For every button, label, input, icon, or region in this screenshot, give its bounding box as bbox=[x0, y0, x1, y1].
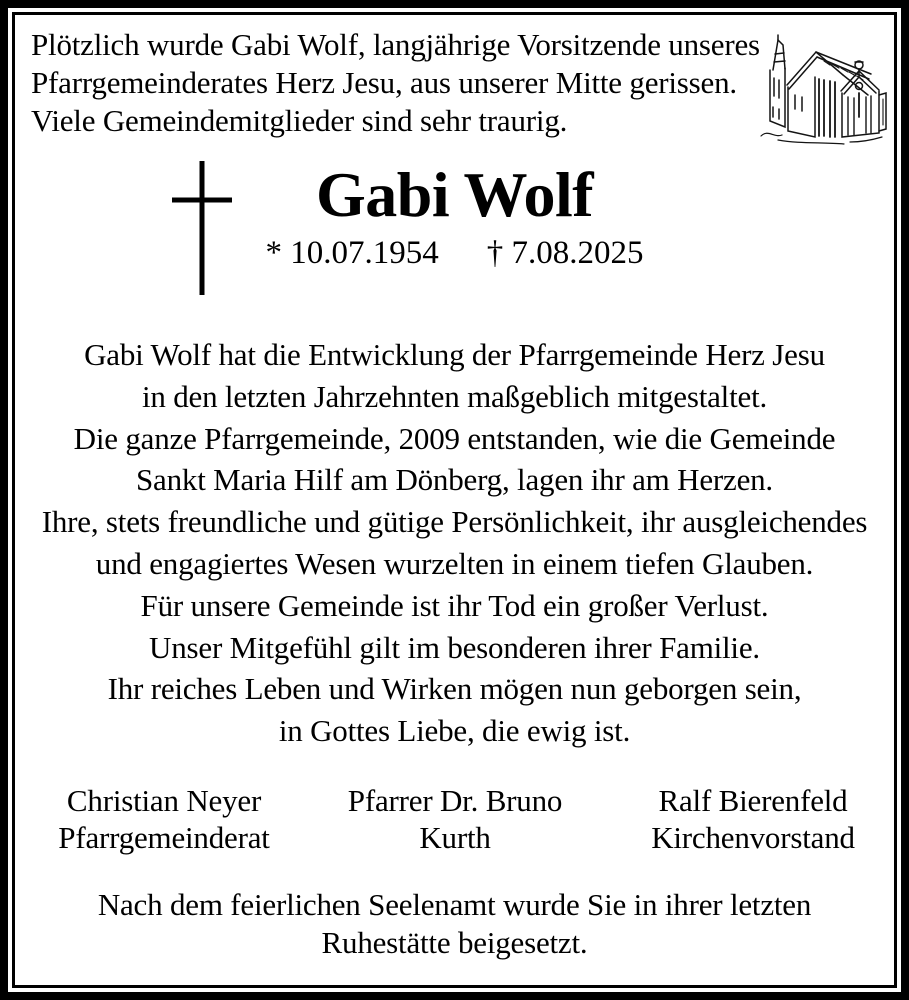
body-line: Sankt Maria Hilf am Dönberg, lagen ihr am Herzen. bbox=[136, 462, 773, 498]
intro-line: Pfarrgemeinderates Herz Jesu, aus unserer Mitte gerissen. bbox=[31, 65, 737, 100]
body-line: in Gottes Liebe, die ewig ist. bbox=[278, 713, 631, 749]
signature-block-right bbox=[613, 782, 893, 856]
body-line: Die ganze Pfarrgemeinde, 2009 entstanden, wie die Gemeinde bbox=[73, 420, 836, 456]
signature-role: Kirchenvorstand bbox=[651, 820, 855, 855]
body-line: Für unsere Gemeinde ist ihr Tod ein großer Verlust. bbox=[140, 587, 769, 623]
church-sketch-icon bbox=[758, 33, 888, 147]
closing-paragraph bbox=[15, 886, 894, 962]
body-line: Ihr reiches Leben und Wirken mögen nun geborgen sein, bbox=[107, 671, 802, 707]
signature-name: Pfarrer Dr. Bruno Kurth bbox=[347, 783, 563, 855]
signature-name: Ralf Bierenfeld bbox=[658, 783, 848, 818]
body-line: und engagiertes Wesen wurzelten in einem tiefen Glauben. bbox=[95, 545, 814, 581]
body-line: Ihre, stets freundliche und gütige Persönlichkeit, ihr ausgleichendes bbox=[41, 504, 868, 540]
body-line: Gabi Wolf hat die Entwicklung der Pfarrgemeinde Herz Jesu bbox=[84, 337, 825, 372]
body-line: Unser Mitgefühl gilt im besonderen ihrer Familie. bbox=[149, 629, 760, 665]
signature-block-center bbox=[310, 782, 600, 856]
birth-date: * 10.07.1954 bbox=[265, 235, 439, 271]
death-date: † 7.08.2025 bbox=[486, 235, 644, 271]
intro-paragraph bbox=[31, 26, 760, 140]
life-dates bbox=[15, 233, 894, 273]
intro-line: Plötzlich wurde Gabi Wolf, langjährige Vorsitzende unseres bbox=[31, 27, 760, 62]
closing-line: Ruhestätte beigesetzt. bbox=[321, 925, 588, 960]
body-line: in den letzten Jahrzehnten maßgeblich mitgestaltet. bbox=[141, 378, 768, 414]
intro-line: Viele Gemeindemitglieder sind sehr traurig. bbox=[31, 103, 568, 138]
signature-role: Pfarrgemeinderat bbox=[58, 820, 270, 855]
signature-block-left bbox=[25, 782, 303, 856]
signature-name: Christian Neyer bbox=[66, 783, 262, 818]
deceased-name: Gabi Wolf bbox=[315, 159, 594, 230]
closing-line: Nach dem feierlichen Seelenamt wurde Sie in ihrer letzten bbox=[97, 887, 812, 922]
double-rule-frame bbox=[12, 12, 897, 988]
obituary-body bbox=[15, 334, 894, 752]
